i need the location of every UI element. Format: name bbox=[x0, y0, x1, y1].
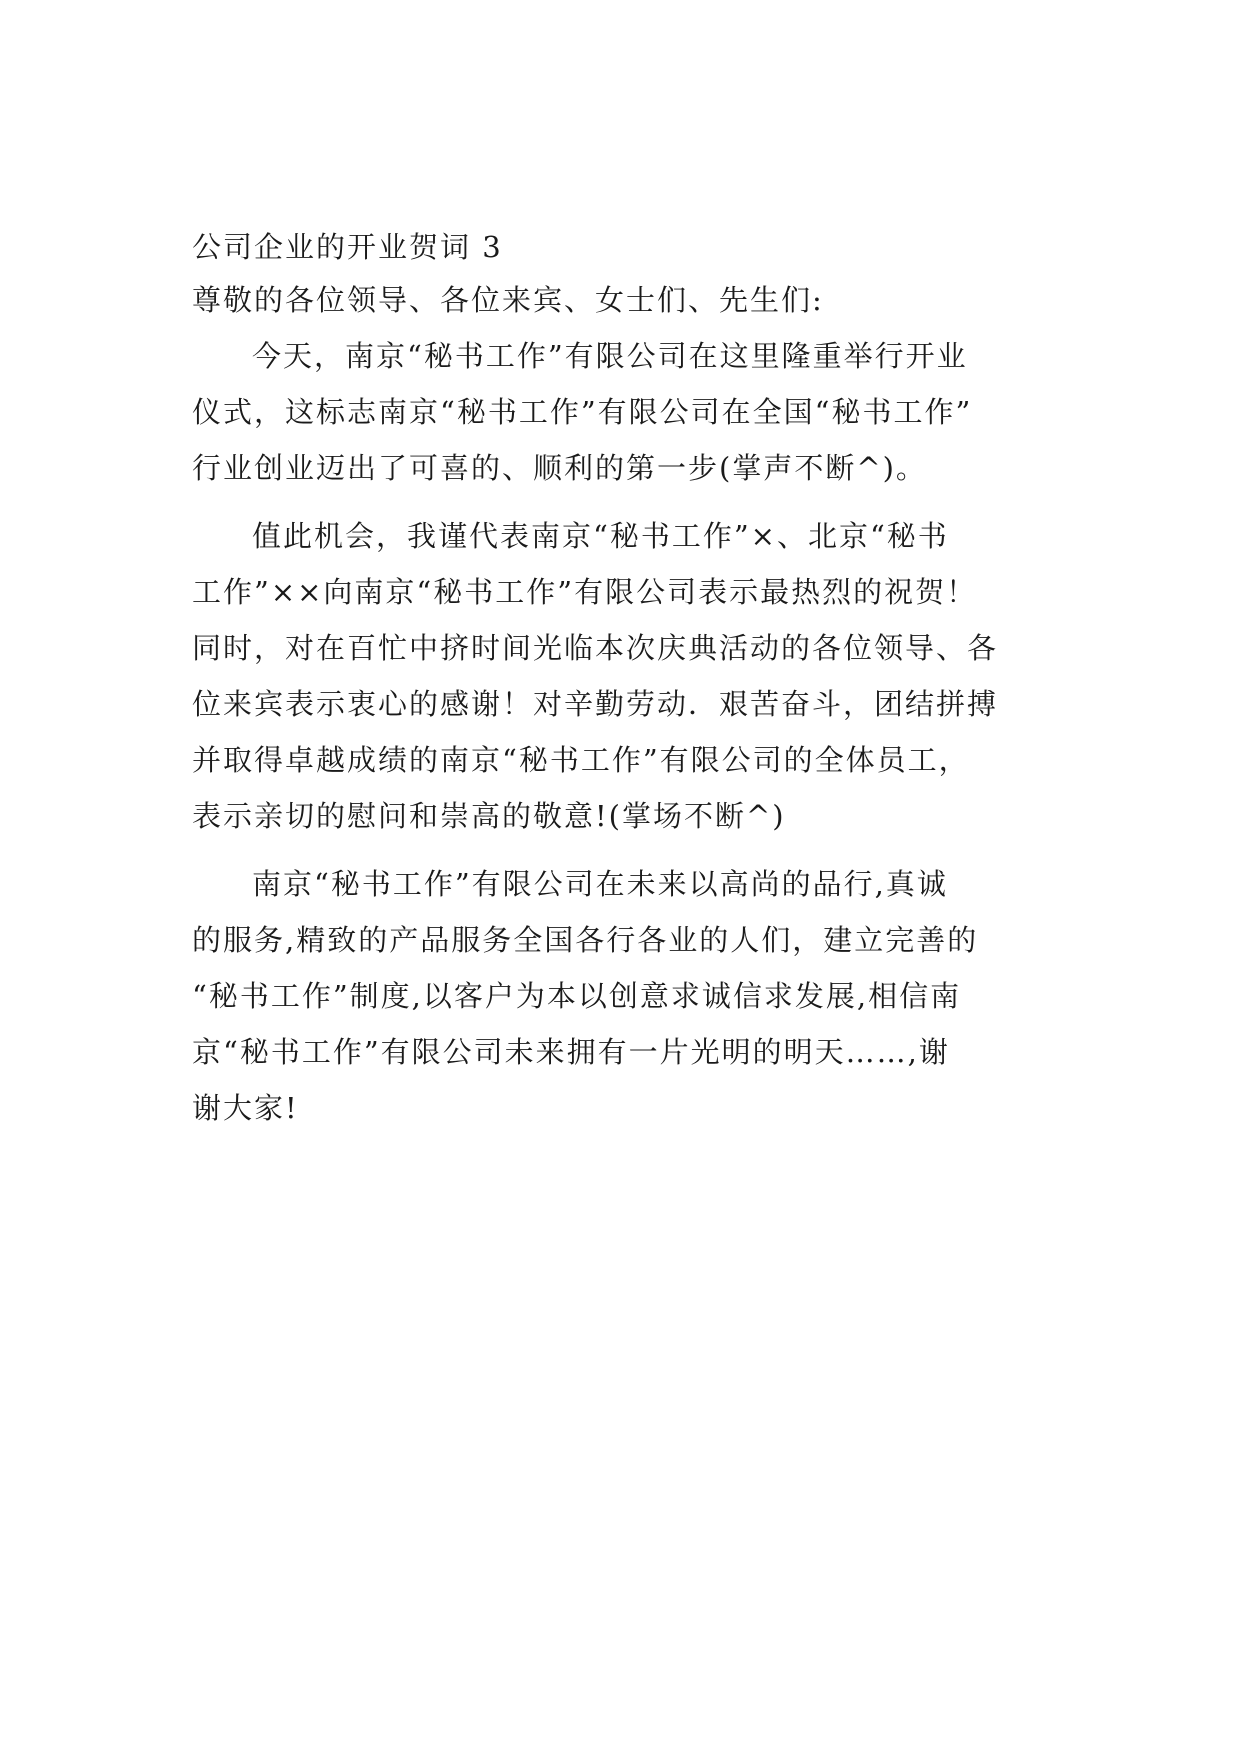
paragraph-line: 工作”××向南京“秘书工作”有限公司表示最热烈的祝贺！ bbox=[192, 575, 978, 609]
paragraph-line: 的服务,精致的产品服务全国各行各业的人们，建立完善的 bbox=[192, 923, 979, 957]
paragraph-line: 值此机会，我谨代表南京“秘书工作”×、北京“秘书 bbox=[252, 519, 949, 553]
paragraph-line: 位来宾表示衷心的感谢！对辛勤劳动．艰苦奋斗，团结拼搏 bbox=[192, 687, 999, 721]
paragraph-line: 同时，对在百忙中挤时间光临本次庆典活动的各位领导、各 bbox=[192, 631, 999, 665]
paragraph-line: 行业创业迈出了可喜的、顺利的第一步(掌声不断^)。 bbox=[192, 451, 927, 485]
paragraph-opening bbox=[192, 328, 1072, 496]
paragraph-line: 仪式，这标志南京“秘书工作”有限公司在全国“秘书工作” bbox=[192, 395, 973, 429]
paragraph-line: 谢大家! bbox=[192, 1091, 299, 1125]
document-body bbox=[192, 222, 1072, 1148]
salutation: 尊敬的各位领导、各位来宾、女士们、先生们: bbox=[192, 283, 824, 317]
paragraph-line: “秘书工作”制度,以客户为本以创意求诚信求发展,相信南 bbox=[192, 979, 962, 1013]
paragraph-closing bbox=[192, 856, 1072, 1136]
paragraph-line: 并取得卓越成绩的南京“秘书工作”有限公司的全体员工， bbox=[192, 743, 970, 777]
paragraph-line: 表示亲切的慰问和崇高的敬意!(掌场不断^) bbox=[192, 799, 786, 833]
paragraph-line: 南京“秘书工作”有限公司在未来以高尚的品行,真诚 bbox=[252, 867, 948, 901]
paragraph-line: 京“秘书工作”有限公司未来拥有一片光明的明天……,谢 bbox=[192, 1035, 950, 1069]
paragraph-line: 今天，南京“秘书工作”有限公司在这里隆重举行开业 bbox=[252, 339, 968, 373]
document-title: 公司企业的开业贺词 3 bbox=[192, 230, 503, 264]
paragraph-congratulations bbox=[192, 508, 1072, 844]
